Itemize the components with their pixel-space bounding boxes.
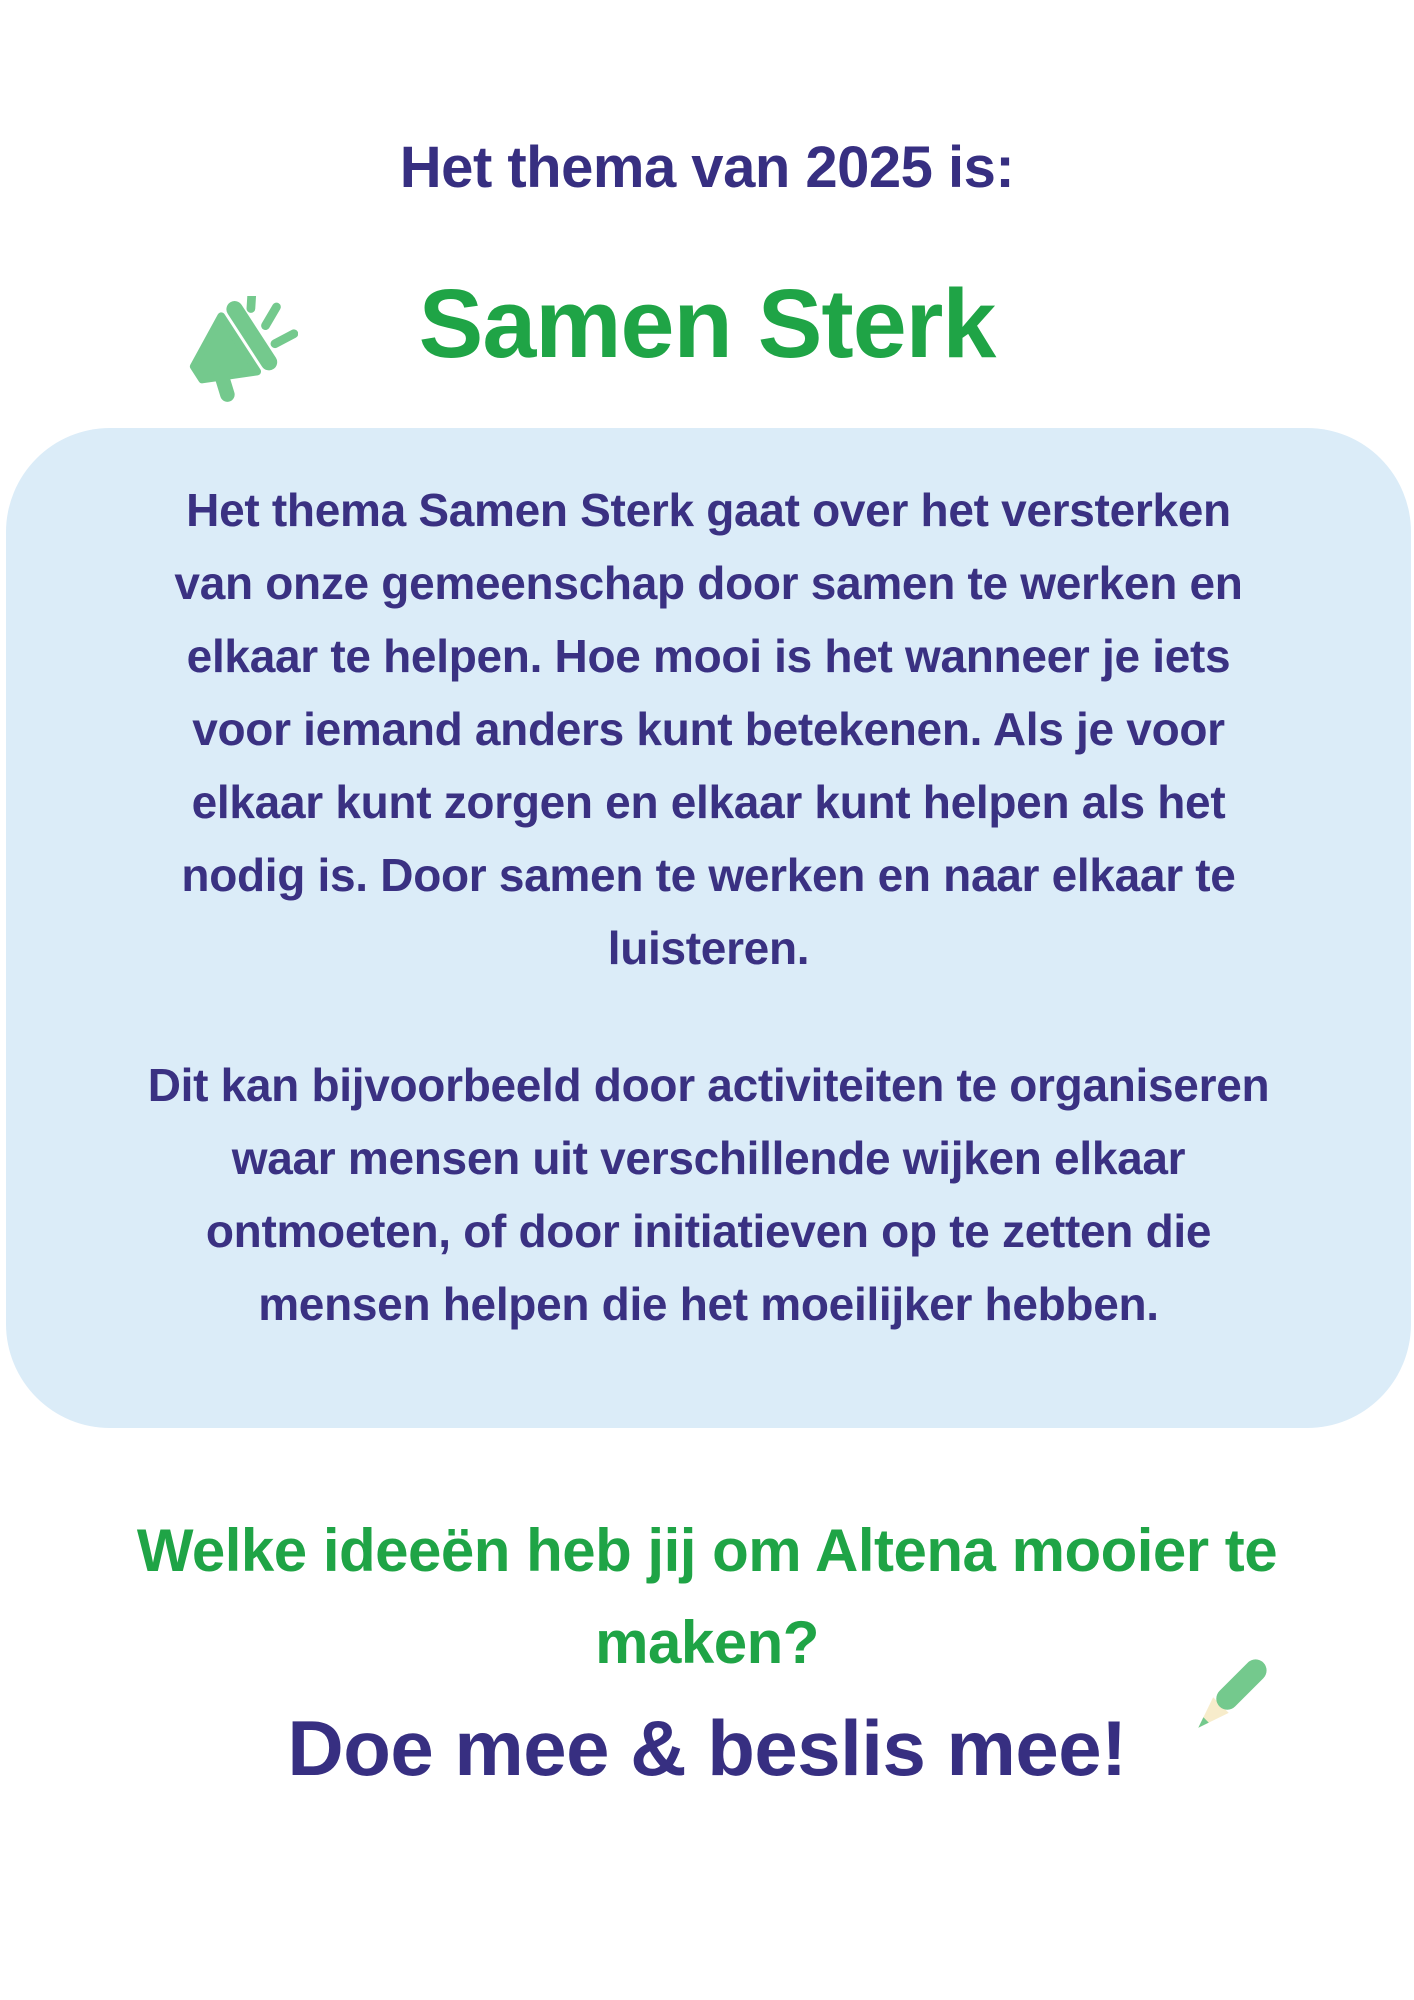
pencil-body (1212, 1655, 1271, 1714)
description-paragraph-2: Dit kan bijvoorbeeld door activiteiten te organiseren waar mensen uit verschillende wijken elkaar ontmoeten, of door initiatieven op te zetten die mensen helpen die het moeilijker hebben. (147, 1059, 1270, 1330)
cta-question: Welke ideeën heb jij om Altena mooier te maken? (136, 1517, 1278, 1676)
description-paragraph-1: Het thema Samen Sterk gaat over het versterken van onze gemeenschap door samen te werken en elkaar te helpen. Hoe mooi is het wanneer je iets voor iemand anders kunt betekenen. Als je voor elkaar kunt zorgen en elkaar kunt helpen als het nodig is. Door samen te werken en naar elkaar te luisteren. (174, 484, 1243, 974)
pencil-icon (1178, 1648, 1278, 1748)
cta-slogan: Doe mee & beslis mee! (287, 1704, 1127, 1792)
page-kicker: Het thema van 2025 is: (399, 135, 1015, 200)
theme-description-box (6, 428, 1411, 1428)
theme-title: Samen Sterk (418, 269, 996, 378)
